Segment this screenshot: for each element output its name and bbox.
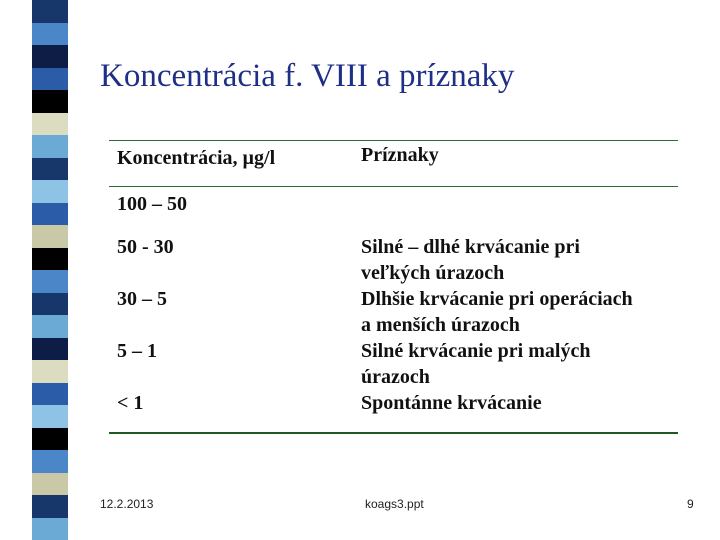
symptom-line: úrazoch [361,366,430,388]
stripe [32,45,68,68]
stripe [32,113,68,136]
stripe [32,90,68,113]
symptom-line: Spontánne krvácanie [361,392,542,414]
footer-filename: koags3.ppt [365,497,424,511]
concentration-value: < 1 [117,392,144,414]
stripe [32,360,68,383]
stripe [32,203,68,226]
table-top-rule [109,140,678,141]
symptom-line: Silné – dlhé krvácanie pri [361,236,580,258]
stripe [32,293,68,316]
concentration-value: 50 - 30 [117,236,174,258]
concentration-value: 30 – 5 [117,288,167,310]
stripe [32,383,68,406]
stripe [32,270,68,293]
stripe [32,158,68,181]
stripe [32,338,68,361]
footer-date: 12.2.2013 [100,497,154,511]
stripe [32,135,68,158]
symptom-line: a menších úrazoch [361,314,520,336]
table-header-rule [109,186,678,187]
stripe [32,0,68,23]
stripe [32,180,68,203]
decorative-stripe-bar [32,0,68,540]
stripe [32,405,68,428]
stripe [32,450,68,473]
symptom-line: Dlhšie krvácanie pri operáciach [361,288,633,310]
stripe [32,518,68,540]
column-header-concentration: Koncentrácia, µg/l [117,147,276,169]
stripe [32,473,68,496]
stripe [32,225,68,248]
stripe [32,495,68,518]
concentration-value: 5 – 1 [117,340,157,362]
column-header-symptoms: Príznaky [361,144,439,166]
stripe [32,248,68,271]
stripe [32,315,68,338]
footer-page-number: 9 [687,497,694,511]
table-bottom-rule [109,432,678,434]
stripe [32,68,68,91]
symptom-line: Silné krvácanie pri malých [361,340,591,362]
stripe [32,428,68,451]
concentration-value: 100 – 50 [117,193,187,215]
stripe [32,23,68,46]
slide-title: Koncentrácia f. VIII a príznaky [100,58,515,94]
symptom-line: veľkých úrazoch [361,262,505,284]
